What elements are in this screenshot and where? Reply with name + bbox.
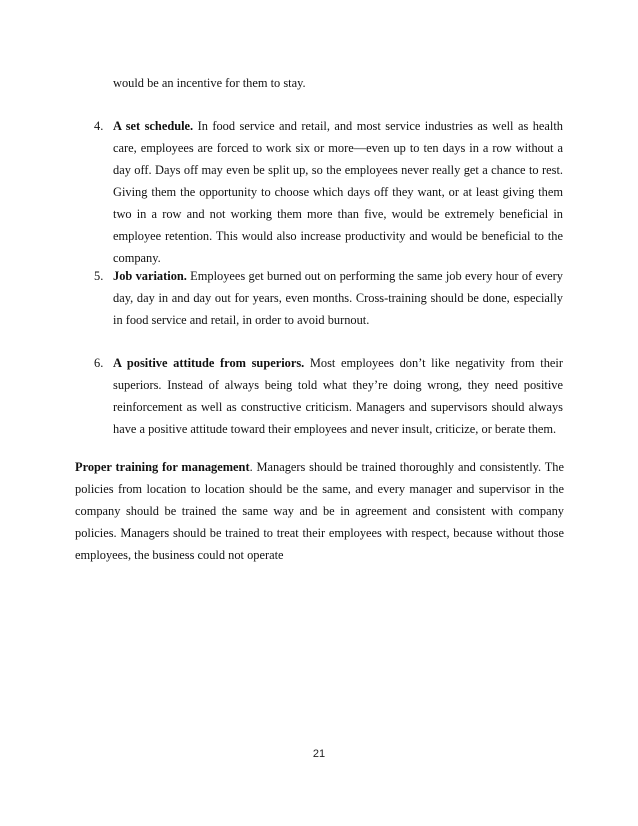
section-title: Proper training for management bbox=[75, 460, 250, 474]
list-item-text: Most employees don’t like negativity from their superiors. Instead of always being told what they’re doing wrong, they need positive reinforcement as well as constructive criticism. Managers and supervisors should always have a positive attitude toward their employees and never insult, criticize, or berate them. bbox=[113, 356, 563, 436]
list-item-title: A set schedule. bbox=[113, 119, 194, 133]
page-number: 21 bbox=[312, 748, 326, 760]
list-item-number: 4. bbox=[94, 119, 104, 133]
list-item-text: Employees get burned out on performing the same job every hour of every day, day in and day out for years, even months. Cross-training should be done, especially in food service and retail, in order to avoid burnout. bbox=[113, 269, 563, 327]
section-paragraph bbox=[75, 456, 564, 566]
list-item-body bbox=[113, 265, 563, 331]
list-item-title: A positive attitude from superiors. bbox=[113, 356, 305, 370]
list-item-number: 6. bbox=[94, 356, 104, 370]
list-item-text: In food service and retail, and most service industries as well as health care, employees are forced to work six or more—even up to ten days in a row without a day off. Days off may even be split up, so the employees never really get a chance to rest. Giving them the opportunity to choose which days off they want, or at least giving them two in a row and not working them more than five, would be extremely beneficial in employee retention. This would also increase productivity and would be beneficial to the company. bbox=[113, 119, 563, 265]
list-item-body bbox=[113, 352, 563, 440]
continuation-paragraph: would be an incentive for them to stay. bbox=[113, 76, 306, 90]
section-text: . Managers should be trained thoroughly and consistently. The policies from location to location should be the same, and every manager and supervisor in the company should be trained the same way and be in agreement and consistent with company policies. Managers should be trained to treat their employees with respect, because without those employees, the business could not operate bbox=[75, 460, 564, 562]
list-item-body bbox=[113, 115, 563, 269]
list-item-title: Job variation. bbox=[113, 269, 187, 283]
list-item-number: 5. bbox=[94, 269, 104, 283]
